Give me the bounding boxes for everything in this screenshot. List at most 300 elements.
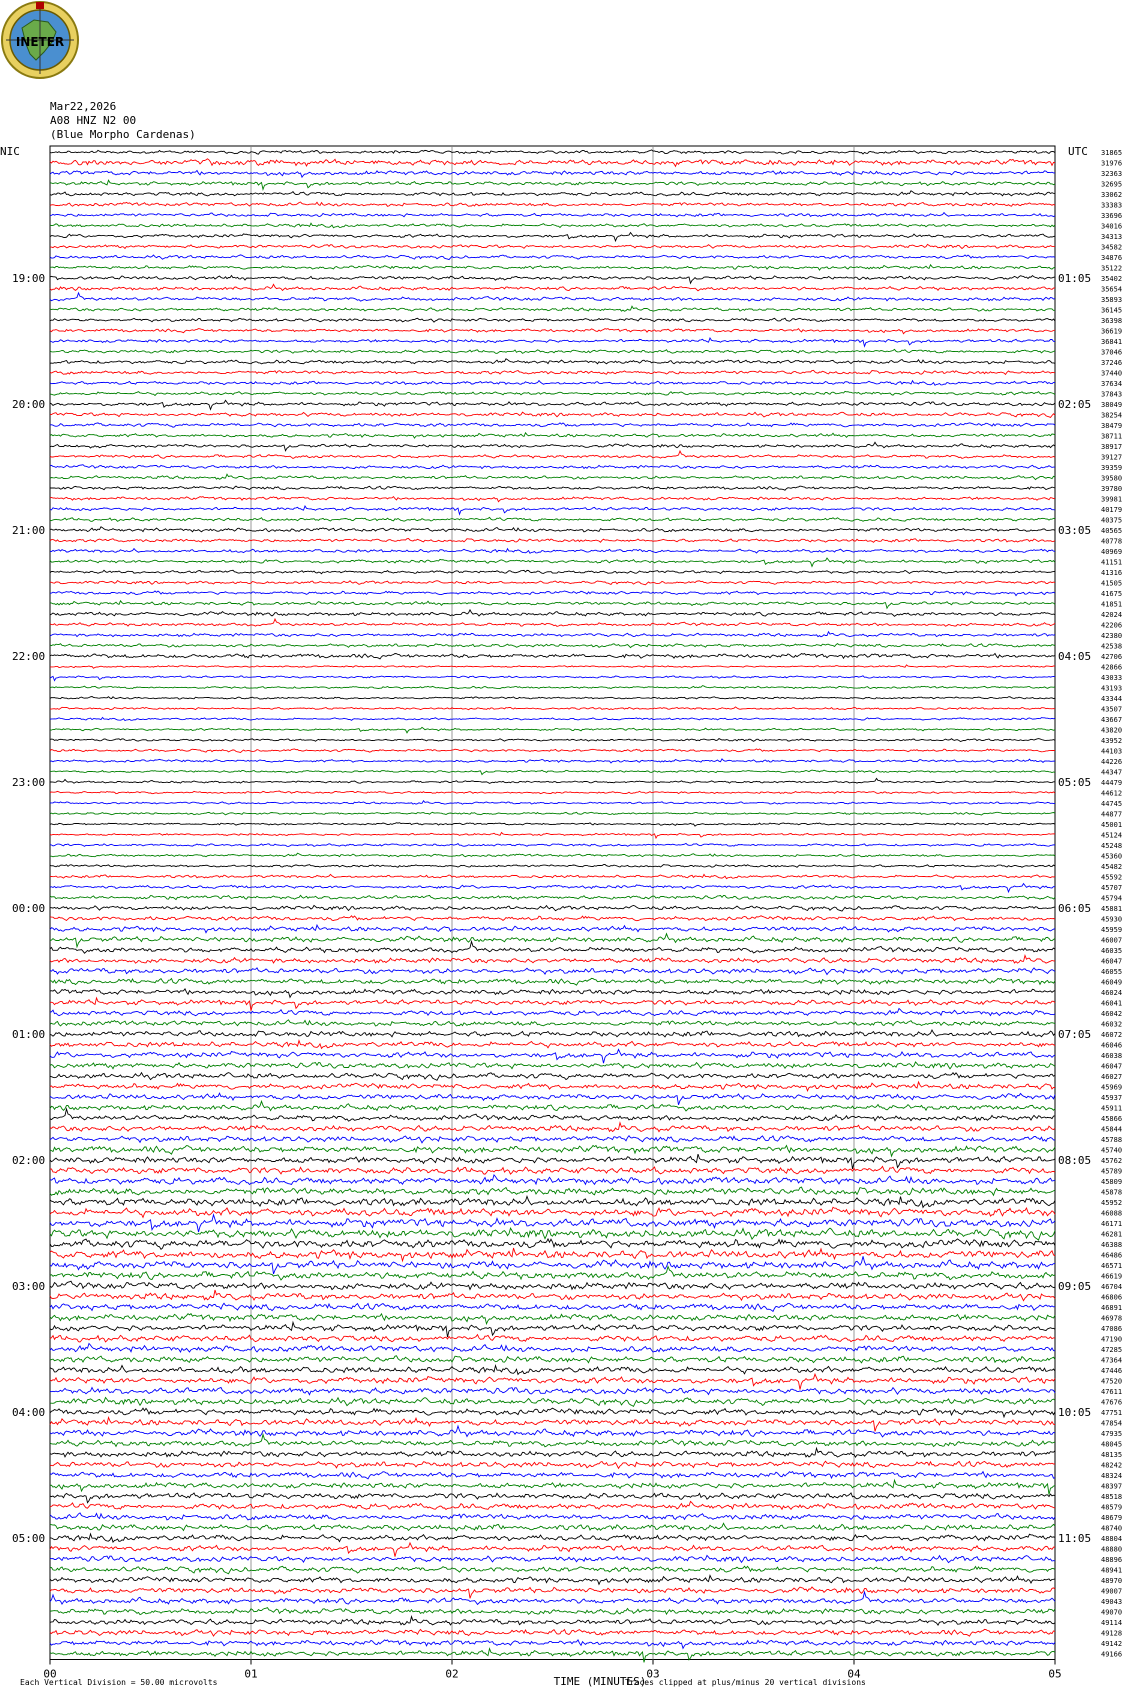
seismic-trace <box>50 1344 1055 1353</box>
seismic-trace <box>50 1608 1055 1615</box>
seismic-trace <box>50 978 1055 985</box>
seismic-trace <box>50 517 1055 521</box>
station-label: (Blue Morpho Cardenas) <box>50 128 196 141</box>
seismic-trace <box>50 968 1055 975</box>
trace-value-label: 46038 <box>1101 1052 1123 1060</box>
trace-value-label: 43193 <box>1101 684 1123 693</box>
seismic-trace <box>50 727 1055 733</box>
seismic-trace <box>50 1101 1055 1111</box>
trace-value-label: 46978 <box>1101 1314 1123 1323</box>
trace-value-label: 44479 <box>1101 779 1123 787</box>
trace-value-label: 46088 <box>1101 1209 1123 1218</box>
seismic-trace <box>50 1175 1055 1185</box>
trace-value-label: 38049 <box>1101 401 1123 409</box>
seismic-trace <box>50 1146 1055 1157</box>
seismic-trace <box>50 812 1055 815</box>
trace-value-label: 48880 <box>1101 1545 1123 1554</box>
seismic-trace <box>50 1093 1055 1105</box>
trace-value-label: 32363 <box>1101 170 1123 178</box>
trace-value-label: 47285 <box>1101 1346 1123 1354</box>
trace-value-label: 46035 <box>1101 947 1123 955</box>
trace-value-label: 44226 <box>1101 758 1123 766</box>
seismic-trace <box>50 1256 1055 1274</box>
trace-value-label: 39580 <box>1101 474 1123 483</box>
trace-value-label: 42706 <box>1101 653 1123 661</box>
x-tick-label: 04 <box>847 1667 861 1681</box>
seismic-trace <box>50 1448 1055 1457</box>
seismic-trace <box>50 359 1055 364</box>
trace-value-label: 34016 <box>1101 222 1123 231</box>
trace-value-label: 48941 <box>1101 1566 1123 1575</box>
left-time-label: 03:00 <box>12 1280 46 1293</box>
seismic-trace <box>50 770 1055 775</box>
trace-value-label: 41505 <box>1101 579 1123 588</box>
seismic-trace <box>50 1408 1055 1417</box>
trace-value-label: 49043 <box>1101 1598 1123 1606</box>
seismic-trace <box>50 1281 1055 1289</box>
trace-value-label: 38479 <box>1101 422 1123 430</box>
seismic-trace <box>50 1239 1055 1249</box>
trace-value-label: 40778 <box>1101 537 1123 546</box>
trace-value-label: 45930 <box>1101 915 1123 924</box>
trace-value-label: 47446 <box>1101 1367 1123 1375</box>
seismic-trace <box>50 255 1055 260</box>
seismic-trace <box>50 391 1055 395</box>
seismic-trace <box>50 1228 1055 1240</box>
seismic-trace <box>50 1426 1055 1437</box>
seismic-trace <box>50 1303 1055 1311</box>
seismic-trace <box>50 644 1055 648</box>
right-time-label: 11:05 <box>1058 1532 1092 1545</box>
seismic-trace <box>50 610 1055 616</box>
seismic-trace <box>50 527 1055 532</box>
trace-value-label: 45360 <box>1101 852 1123 861</box>
trace-value-label: 47364 <box>1101 1356 1123 1365</box>
seismic-trace <box>50 1513 1055 1520</box>
seismic-trace <box>50 739 1055 742</box>
seismic-trace <box>50 619 1055 626</box>
right-time-label: 02:05 <box>1058 398 1092 411</box>
trace-value-label: 48679 <box>1101 1514 1123 1522</box>
seismic-trace <box>50 1062 1055 1069</box>
trace-value-label: 49070 <box>1101 1608 1123 1617</box>
seismic-trace <box>50 539 1055 543</box>
seismic-trace <box>50 759 1055 763</box>
seismic-trace <box>50 1472 1055 1479</box>
trace-value-label: 38917 <box>1101 443 1123 451</box>
x-tick-label: 01 <box>244 1667 258 1681</box>
trace-value-label: 46171 <box>1101 1220 1123 1228</box>
trace-value-label: 41675 <box>1101 590 1123 598</box>
clip-note: Traces clipped at plus/minus 20 vertical divisions <box>625 1678 866 1687</box>
left-time-label: 22:00 <box>12 650 46 663</box>
trace-value-label: 48135 <box>1101 1451 1123 1459</box>
seismic-trace <box>50 213 1055 217</box>
scale-note: Each Vertical Division = 50.00 microvolts <box>20 1678 218 1687</box>
trace-group <box>50 150 1055 1663</box>
seismic-trace <box>50 916 1055 921</box>
seismic-trace <box>50 465 1055 469</box>
left-time-label: 01:00 <box>12 1028 46 1041</box>
trace-value-label: 36145 <box>1101 306 1123 315</box>
seismic-trace <box>50 412 1055 417</box>
seismic-trace <box>50 474 1055 479</box>
trace-value-label: 48740 <box>1101 1524 1123 1533</box>
trace-value-label: 35654 <box>1101 285 1123 294</box>
trace-value-label: 47751 <box>1101 1409 1123 1417</box>
trace-value-label: 46027 <box>1101 1073 1123 1081</box>
trace-value-label: 42380 <box>1101 632 1123 640</box>
seismic-trace <box>50 1187 1055 1195</box>
trace-value-label: 42206 <box>1101 621 1123 630</box>
seismic-trace <box>50 1523 1055 1530</box>
x-tick-label: 03 <box>646 1667 660 1681</box>
seismic-trace <box>50 506 1055 514</box>
trace-value-label: 49114 <box>1101 1619 1123 1627</box>
trace-value-label: 47190 <box>1101 1335 1123 1344</box>
seismic-trace <box>50 1461 1055 1468</box>
trace-value-label: 40375 <box>1101 516 1123 525</box>
seismic-trace <box>50 853 1055 857</box>
seismic-trace <box>50 1587 1055 1598</box>
chart-frame <box>50 146 1055 1660</box>
trace-value-label: 45001 <box>1101 821 1123 829</box>
trace-value-label: 44877 <box>1101 810 1123 819</box>
logo-text: INETER <box>15 35 65 49</box>
seismic-trace <box>50 1534 1055 1542</box>
seismic-trace <box>50 159 1055 167</box>
seismic-trace <box>50 801 1055 804</box>
seismic-trace <box>50 1082 1055 1091</box>
trace-value-label: 45788 <box>1101 1136 1123 1144</box>
seismic-trace <box>50 276 1055 284</box>
seismic-trace <box>50 676 1055 681</box>
trace-value-label: 48045 <box>1101 1440 1123 1449</box>
trace-value-label: 37843 <box>1101 390 1123 399</box>
seismic-trace <box>50 1629 1055 1636</box>
trace-value-label: 43820 <box>1101 726 1123 735</box>
trace-value-label: 45707 <box>1101 884 1123 892</box>
right-time-label: 09:05 <box>1058 1280 1092 1293</box>
left-time-label: 05:00 <box>12 1532 46 1545</box>
trace-value-label: 38254 <box>1101 411 1123 420</box>
seismic-trace <box>50 1123 1055 1132</box>
seismic-trace <box>50 233 1055 241</box>
trace-value-label: 36398 <box>1101 317 1123 325</box>
seismic-trace <box>50 423 1055 428</box>
trace-value-label: 44103 <box>1101 747 1123 756</box>
seismic-trace <box>50 884 1055 892</box>
trace-value-label: 45592 <box>1101 873 1123 882</box>
trace-value-label: 43344 <box>1101 695 1123 703</box>
seismic-trace <box>50 1314 1055 1324</box>
seismic-trace <box>50 558 1055 566</box>
seismic-trace <box>50 1418 1055 1432</box>
trace-value-label: 33062 <box>1101 191 1123 199</box>
seismic-trace <box>50 1267 1055 1281</box>
trace-value-label: 48804 <box>1101 1535 1123 1543</box>
trace-value-label: 47676 <box>1101 1398 1123 1407</box>
trace-value-label: 46619 <box>1101 1272 1123 1281</box>
trace-value-label: 45794 <box>1101 894 1123 903</box>
trace-value-label: 33696 <box>1101 212 1123 220</box>
trace-value-label: 42538 <box>1101 642 1123 651</box>
seismic-trace <box>50 293 1055 301</box>
trace-value-label: 45482 <box>1101 863 1123 871</box>
seismic-trace <box>50 632 1055 637</box>
trace-value-label: 45937 <box>1101 1094 1123 1102</box>
left-time-label: 23:00 <box>12 776 46 789</box>
trace-value-label: 45740 <box>1101 1146 1123 1155</box>
trace-value-label: 49142 <box>1101 1640 1123 1648</box>
seismic-trace <box>50 707 1055 710</box>
trace-value-label: 35402 <box>1101 275 1123 283</box>
left-zone-label: NIC <box>0 145 20 158</box>
trace-value-label: 35893 <box>1101 296 1123 304</box>
left-time-labels <box>12 272 45 1545</box>
trace-value-label: 47935 <box>1101 1430 1123 1438</box>
trace-value-label: 46041 <box>1101 999 1123 1008</box>
trace-value-label: 35122 <box>1101 264 1123 273</box>
seismic-trace <box>50 654 1055 659</box>
trace-value-label: 43952 <box>1101 737 1123 745</box>
trace-value-label: 46388 <box>1101 1241 1123 1249</box>
trace-value-label: 47611 <box>1101 1388 1123 1396</box>
trace-value-label: 46891 <box>1101 1304 1123 1312</box>
ineter-logo <box>2 2 78 78</box>
seismic-trace <box>50 865 1055 868</box>
seismic-trace <box>50 778 1055 783</box>
seismic-trace <box>50 400 1055 409</box>
trace-value-label: 37246 <box>1101 359 1123 367</box>
seismic-trace <box>50 1207 1055 1217</box>
right-time-label: 01:05 <box>1058 272 1092 285</box>
seismic-trace <box>50 934 1055 947</box>
trace-value-label: 46055 <box>1101 968 1123 976</box>
right-zone-label: UTC <box>1068 145 1088 158</box>
trace-value-label: 46047 <box>1101 957 1123 966</box>
seismic-trace <box>50 1543 1055 1557</box>
trace-value-label: 44347 <box>1101 768 1123 777</box>
trace-value-label: 48579 <box>1101 1503 1123 1512</box>
trace-value-label: 46072 <box>1101 1031 1123 1039</box>
trace-value-label: 46042 <box>1101 1010 1123 1018</box>
trace-value-label: 45789 <box>1101 1167 1123 1176</box>
seismic-trace <box>50 1166 1055 1174</box>
seismic-trace <box>50 381 1055 386</box>
left-time-label: 21:00 <box>12 524 46 537</box>
seismic-trace <box>50 1041 1055 1049</box>
seismic-trace <box>50 1335 1055 1342</box>
seismic-trace <box>50 338 1055 346</box>
seismic-trace <box>50 150 1055 154</box>
seismic-trace <box>50 1388 1055 1395</box>
seismic-trace <box>50 1154 1055 1169</box>
seismic-trace <box>50 570 1055 573</box>
seismic-trace <box>50 265 1055 270</box>
trace-value-label: 37634 <box>1101 380 1123 388</box>
trace-value-label: 45911 <box>1101 1104 1123 1113</box>
seismic-trace <box>50 591 1055 596</box>
seismic-trace <box>50 895 1055 899</box>
seismic-trace <box>50 180 1055 189</box>
trace-value-label: 48518 <box>1101 1493 1123 1501</box>
channel-label: A08 HNZ N2 00 <box>50 114 137 127</box>
trace-value-label: 39127 <box>1101 453 1123 462</box>
seismic-trace <box>50 1493 1055 1503</box>
trace-value-label: 48970 <box>1101 1577 1123 1585</box>
trace-value-label: 37046 <box>1101 348 1123 357</box>
seismic-trace <box>50 955 1055 963</box>
trace-value-label: 33383 <box>1101 201 1123 210</box>
seismic-trace <box>50 1049 1055 1063</box>
seismic-trace <box>50 925 1055 933</box>
trace-value-label: 45844 <box>1101 1125 1123 1134</box>
trace-value-label: 46024 <box>1101 989 1123 997</box>
seismic-trace <box>50 823 1055 826</box>
seismic-trace <box>50 874 1055 878</box>
trace-value-label: 45124 <box>1101 831 1123 840</box>
seismic-trace <box>50 1009 1055 1016</box>
trace-value-label: 37440 <box>1101 369 1123 378</box>
seismic-trace <box>50 1640 1055 1648</box>
trace-value-label: 34313 <box>1101 233 1123 241</box>
seismic-trace <box>50 665 1055 668</box>
trace-value-label: 48324 <box>1101 1472 1123 1480</box>
seismic-trace <box>50 1073 1055 1081</box>
trace-value-label: 45952 <box>1101 1199 1123 1207</box>
seismic-trace <box>50 451 1055 459</box>
x-tick-label: 00 <box>43 1667 57 1681</box>
trace-value-label: 47086 <box>1101 1325 1123 1333</box>
trace-value-label: 45969 <box>1101 1083 1123 1092</box>
seismic-trace <box>50 191 1055 196</box>
seismic-trace <box>50 791 1055 794</box>
right-time-label: 04:05 <box>1058 650 1092 663</box>
left-time-label: 00:00 <box>12 902 46 915</box>
trace-value-label: 36619 <box>1101 327 1123 336</box>
seismic-trace <box>50 1322 1055 1337</box>
seismic-trace <box>50 1356 1055 1363</box>
seismic-trace <box>50 1566 1055 1574</box>
trace-value-label: 41316 <box>1101 569 1123 577</box>
trace-value-label: 42024 <box>1101 611 1123 619</box>
trace-value-label: 40179 <box>1101 506 1123 514</box>
right-time-label: 07:05 <box>1058 1028 1092 1041</box>
seismic-trace <box>50 349 1055 353</box>
seismic-trace <box>50 718 1055 721</box>
seismic-trace <box>50 1398 1055 1407</box>
seismic-trace <box>50 749 1055 753</box>
trace-value-label: 41151 <box>1101 558 1123 567</box>
trace-value-label: 31976 <box>1101 159 1123 168</box>
trace-value-label: 45866 <box>1101 1115 1123 1123</box>
seismic-trace <box>50 1020 1055 1026</box>
left-time-label: 04:00 <box>12 1406 46 1419</box>
seismic-trace <box>50 942 1055 954</box>
seismic-trace <box>50 1215 1055 1232</box>
minute-gridlines <box>50 146 1055 1660</box>
seismic-trace <box>50 1248 1055 1261</box>
seismic-trace <box>50 549 1055 554</box>
trace-value-label: 49007 <box>1101 1587 1123 1596</box>
trace-value-label: 41851 <box>1101 600 1123 609</box>
right-time-label: 10:05 <box>1058 1406 1092 1419</box>
trace-value-label: 39780 <box>1101 485 1123 493</box>
seismic-trace <box>50 1501 1055 1509</box>
trace-value-label: 39981 <box>1101 495 1123 504</box>
seismic-trace <box>50 1136 1055 1143</box>
trace-value-label: 43667 <box>1101 716 1123 724</box>
seismic-trace <box>50 833 1055 839</box>
trace-value-label: 46032 <box>1101 1020 1123 1029</box>
right-time-label: 08:05 <box>1058 1154 1092 1167</box>
seismic-trace <box>50 1480 1055 1494</box>
right-time-label: 06:05 <box>1058 902 1092 915</box>
trace-value-label: 38711 <box>1101 432 1123 441</box>
trace-value-label: 46486 <box>1101 1251 1123 1260</box>
trace-value-label: 45762 <box>1101 1157 1123 1165</box>
right-time-labels <box>1058 272 1091 1545</box>
x-tick-label: 02 <box>445 1667 459 1681</box>
seismic-trace <box>50 1030 1055 1037</box>
seismic-trace <box>50 1290 1055 1301</box>
trace-value-label: 40969 <box>1101 548 1123 556</box>
seismic-trace <box>50 370 1055 374</box>
seismic-trace <box>50 998 1055 1011</box>
seismic-trace <box>50 1576 1055 1585</box>
seismic-trace <box>50 601 1055 608</box>
trace-value-label: 45881 <box>1101 905 1123 913</box>
seismic-trace <box>50 244 1055 248</box>
seismic-trace <box>50 1556 1055 1563</box>
seismic-trace <box>50 1374 1055 1389</box>
seismic-trace <box>50 1649 1055 1663</box>
seismic-trace <box>50 1196 1055 1207</box>
trace-value-label: 40565 <box>1101 527 1123 535</box>
trace-value-label: 49166 <box>1101 1650 1123 1659</box>
seismic-trace <box>50 989 1055 997</box>
trace-value-label: 32695 <box>1101 180 1123 189</box>
trace-value-label: 44745 <box>1101 800 1123 808</box>
seismic-trace <box>50 1592 1055 1604</box>
trace-value-label: 48896 <box>1101 1556 1123 1564</box>
trace-value-label: 46571 <box>1101 1262 1123 1270</box>
seismic-trace <box>50 306 1055 311</box>
trace-value-labels <box>1101 149 1122 1659</box>
seismic-trace <box>50 202 1055 206</box>
trace-value-label: 46007 <box>1101 936 1123 945</box>
trace-value-label: 42866 <box>1101 663 1123 672</box>
left-time-label: 19:00 <box>12 272 46 285</box>
x-tick-label: 05 <box>1048 1667 1062 1681</box>
seismic-trace <box>50 497 1055 502</box>
trace-value-label: 46046 <box>1101 1041 1123 1050</box>
trace-value-label: 39359 <box>1101 464 1123 472</box>
left-time-label: 20:00 <box>12 398 46 411</box>
trace-value-label: 44612 <box>1101 789 1123 798</box>
right-time-label: 05:05 <box>1058 776 1092 789</box>
seismic-trace <box>50 905 1055 911</box>
trace-value-label: 46281 <box>1101 1230 1123 1239</box>
trace-value-label: 31865 <box>1101 149 1123 157</box>
x-axis-title: TIME (MINUTES) <box>553 1675 647 1688</box>
seismic-trace <box>50 1435 1055 1447</box>
trace-value-label: 45959 <box>1101 926 1123 934</box>
seismic-trace <box>50 171 1055 178</box>
trace-value-label: 34876 <box>1101 254 1123 262</box>
trace-value-label: 43033 <box>1101 674 1123 682</box>
